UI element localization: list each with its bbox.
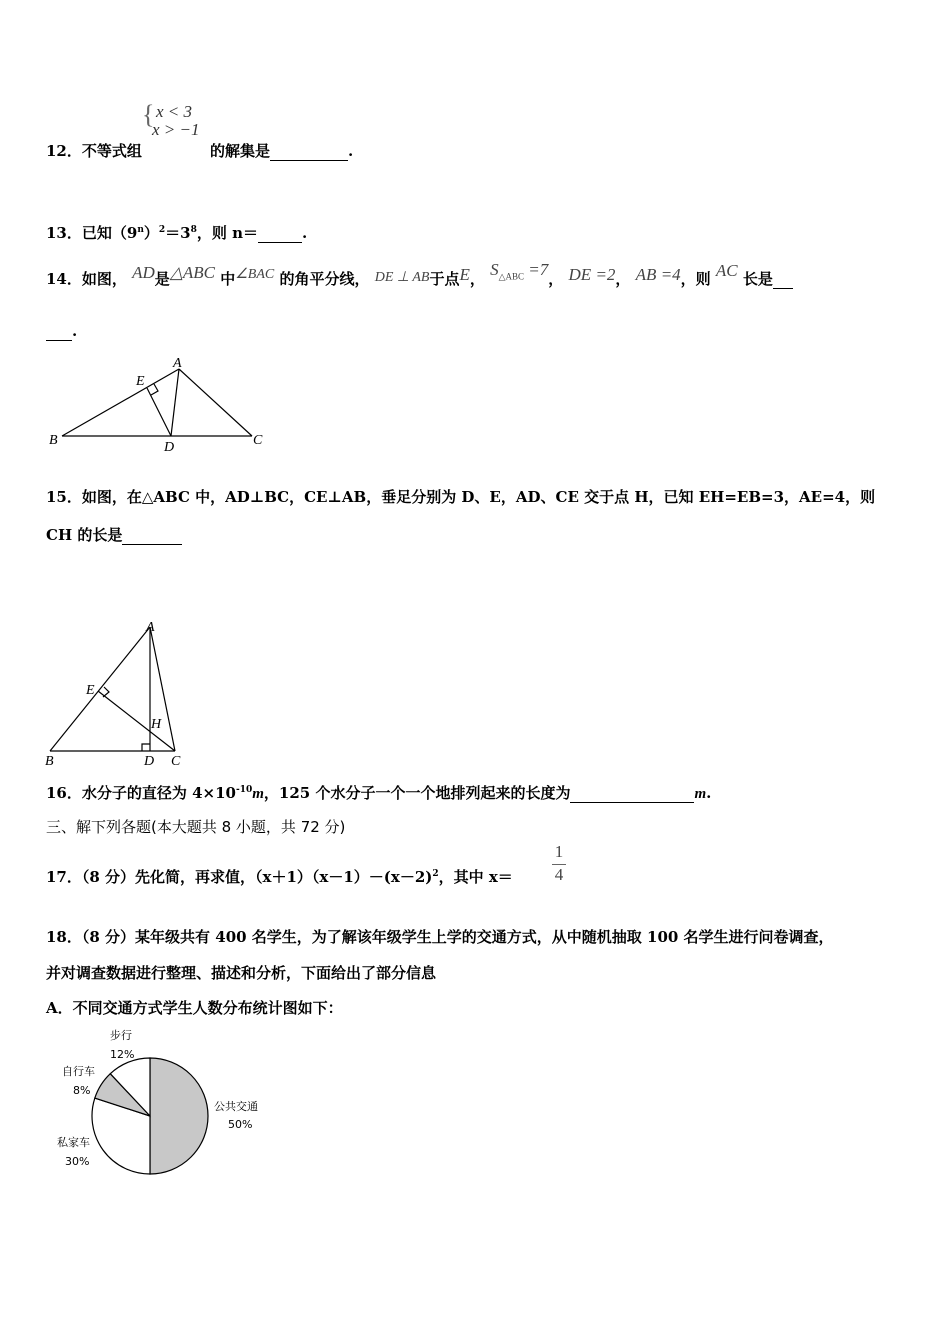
q14-t4: 的角平分线，	[279, 270, 370, 288]
q16-number: 16．	[46, 784, 82, 802]
q14-t3: 中	[220, 270, 236, 288]
pie-slice-public-transit	[150, 1058, 208, 1174]
q15-line-ac	[150, 627, 175, 751]
pie-label-private-car: 私家车	[57, 1136, 90, 1149]
q13-post: ，则 n＝	[196, 224, 258, 242]
question-13	[46, 222, 307, 243]
q16-mid: ，125 个水分子一个一个地排列起来的长度为	[263, 784, 571, 802]
q13-eq: ＝3	[165, 224, 191, 242]
q17-post: ，其中 x＝	[438, 868, 513, 886]
pie-label-bicycle: 自行车	[62, 1065, 95, 1078]
q14-line-de	[147, 388, 171, 436]
q14-math-de: DE =2	[568, 265, 616, 284]
question-14	[46, 260, 793, 291]
q14-math-e: E	[459, 265, 470, 284]
q14-area-s: S	[490, 260, 499, 279]
q18-line2: 并对调查数据进行整理、描述和分析，下面给出了部分信息	[46, 964, 437, 982]
q14-line-ad	[171, 369, 179, 436]
q15-triangle-figure	[40, 615, 200, 770]
q14-math-de-ab: DE ⊥ AB	[374, 270, 430, 285]
q18-line-a: A．不同交通方式学生人数分布统计图如下：	[46, 999, 343, 1017]
q13-sup-2: 2	[158, 225, 166, 235]
section-3-heading: 三、解下列各题(本大题共 8 小题，共 72 分)	[46, 818, 346, 836]
pie-label-public-transit: 公共交通	[214, 1100, 258, 1113]
q14-triangle-figure	[40, 350, 280, 460]
q14-t2: 是	[154, 270, 170, 288]
q15-line2	[46, 524, 182, 545]
q14-answer-blank-2[interactable]	[46, 322, 72, 341]
q12-inequality-system: { x < 3 x > −1	[142, 100, 200, 139]
q14-t8: ，	[615, 270, 631, 288]
q12-post: 的解集是	[210, 142, 271, 160]
q16-end: .	[706, 784, 712, 802]
q14-label-a: A	[173, 356, 182, 371]
q14-label-d: D	[164, 440, 175, 455]
q12-ineq1: x < 3	[156, 102, 193, 121]
q12-answer-blank[interactable]	[270, 142, 348, 161]
q15-label-c: C	[171, 754, 181, 769]
q17-text: （8 分）先化简，再求值，（x＋1）（x－1）－(x－2)	[81, 868, 433, 886]
q17-fraction	[552, 842, 566, 885]
q14-math-ad: AD	[132, 263, 155, 282]
q17-sup: 2	[432, 869, 439, 879]
q14-end: .	[72, 322, 78, 340]
q12-tail	[210, 140, 353, 161]
q14-t7: ，	[548, 270, 564, 288]
q14-math-abc: △ABC	[169, 263, 215, 282]
q15-line-ce	[98, 691, 175, 751]
q15-label-b: B	[45, 754, 54, 769]
q15-line1: 如图，在△ABC 中，AD⊥BC，CE⊥AB，垂足分别为 D、E，AD、CE 交于点 H，已知 EH=EB=3，AE=4，则	[81, 488, 876, 506]
pie-value-walking: 12%	[110, 1048, 135, 1061]
pie-label-walking: 步行	[110, 1029, 132, 1042]
q15-label-d: D	[144, 754, 155, 769]
q18-line1: （8 分）某年级共有 400 名学生，为了解该年级学生上学的交通方式，从中随机抽取 100 名学生进行问卷调查，	[81, 928, 834, 946]
q14-area-sub: △ABC	[498, 271, 525, 282]
q14-math-bac: ∠BAC	[235, 267, 275, 282]
question-18	[46, 926, 834, 947]
q14-t5: 于点	[429, 270, 460, 288]
q14-math-ac: AC	[715, 261, 738, 280]
pie-value-bicycle: 8%	[73, 1084, 91, 1097]
q14-t10: 长是	[742, 270, 773, 288]
q14-label-c: C	[253, 433, 263, 448]
q14-label-e: E	[136, 374, 145, 389]
q14-math-ab: AB =4	[635, 265, 681, 284]
q12-number: 12．	[46, 142, 82, 160]
q14-label-b: B	[49, 433, 58, 448]
q14-answer-blank-1[interactable]	[773, 270, 793, 289]
q12-pre: 不等式组	[81, 142, 142, 160]
q13-number: 13．	[46, 224, 82, 242]
q16-unit2: m	[694, 786, 707, 802]
q17-number: 17．	[46, 868, 82, 886]
q13-mid: ）	[143, 224, 159, 242]
q13-pre: 已知（9	[81, 224, 138, 242]
q16-unit1: m	[252, 786, 264, 802]
q15-answer-blank[interactable]	[122, 526, 182, 545]
q12-ineq2: x > −1	[152, 120, 200, 139]
q14-math-area	[490, 260, 549, 282]
q14-line-ac	[179, 369, 252, 436]
q15-line2-text: CH 的长是	[46, 526, 123, 544]
q12-end: .	[348, 142, 354, 160]
q14-t6: ，	[469, 270, 485, 288]
q14-line-ba	[62, 369, 179, 436]
q18-number: 18．	[46, 928, 82, 946]
q15-right-angle-e	[103, 687, 109, 697]
q16-answer-blank[interactable]	[570, 784, 694, 803]
question-12	[46, 140, 142, 161]
q17-frac-den: 4	[552, 864, 566, 885]
q14-line2	[46, 322, 77, 341]
q13-answer-blank[interactable]	[258, 224, 302, 243]
transport-pie-chart	[40, 1020, 300, 1190]
pie-value-private-car: 30%	[65, 1155, 90, 1168]
q14-t9: ，则	[680, 270, 711, 288]
q15-number: 15．	[46, 488, 82, 506]
q14-area-value: =7	[524, 260, 549, 279]
q14-t1: 如图，	[81, 270, 127, 288]
question-17	[46, 866, 513, 887]
q17-frac-num: 1	[554, 842, 564, 861]
question-15	[46, 486, 875, 507]
question-16	[46, 782, 711, 803]
q13-sup-n: n	[137, 225, 144, 235]
q14-number: 14．	[46, 270, 82, 288]
q13-sup-8: 8	[190, 225, 197, 235]
q15-right-angle-d	[142, 744, 150, 751]
q16-sup: -10	[235, 785, 253, 795]
q15-label-e: E	[86, 683, 95, 698]
q15-label-a: A	[146, 620, 155, 635]
q15-line-ba	[50, 627, 150, 751]
pie-value-public-transit: 50%	[228, 1118, 253, 1131]
q14-right-angle-mark	[151, 384, 158, 395]
q15-label-h: H	[151, 717, 162, 732]
q13-end: .	[301, 224, 308, 242]
q16-pre: 水分子的直径为 4×10	[81, 784, 236, 802]
